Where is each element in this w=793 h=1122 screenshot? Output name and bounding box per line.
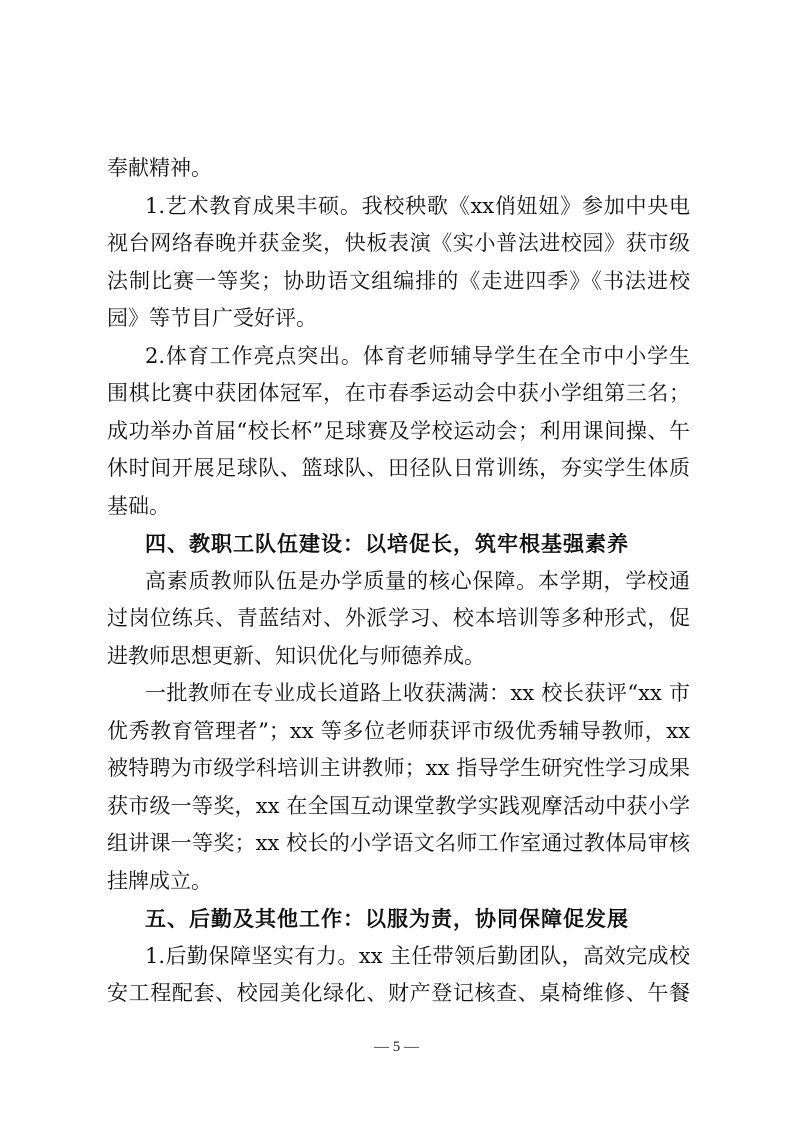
text-line: 法制比赛一等奖；协助语文组编排的《走进四季》《书法进校	[107, 268, 690, 293]
text-line: 优秀教育管理者”；xx 等多位老师获评市级优秀辅导教师，xx	[107, 718, 690, 743]
text-line: 奉献精神。	[107, 156, 212, 180]
page-number: — 5 —	[374, 1039, 419, 1055]
text-line: 获市级一等奖，xx 在全国互动课堂教学实践观摩活动中获小学	[107, 793, 690, 818]
text-line: 2.体育工作亮点突出。体育老师辅导学生在全市中小学生	[145, 343, 690, 368]
text-line: 园》等节目广受好评。	[107, 306, 317, 330]
text-line: 基础。	[107, 493, 170, 518]
text-line: 一批教师在专业成长道路上收获满满：xx 校长获评“xx 市	[145, 681, 690, 705]
text-line: 进教师思想更新、知识优化与师德养成。	[107, 643, 485, 668]
text-line: 1.艺术教育成果丰硕。我校秧歌《xx俏妞妞》参加中央电	[145, 193, 690, 218]
text-line: 过岗位练兵、青蓝结对、外派学习、校本培训等多种形式，促	[107, 606, 690, 630]
text-line: 挂牌成立。	[107, 868, 212, 893]
text-line: 安工程配套、校园美化绿化、财产登记核查、桌椅维修、午餐	[107, 981, 690, 1005]
text-line: 1.后勤保障坚实有力。xx 主任带领后勤团队，高效完成校	[145, 943, 690, 968]
text-line: 组讲课一等奖；xx 校长的小学语文名师工作室通过教体局审核	[107, 831, 690, 855]
section-heading: 五、后勤及其他工作：以服为责，协同保障促发展	[145, 906, 629, 931]
text-line: 被特聘为市级学科培训主讲教师；xx 指导学生研究性学习成果	[107, 756, 690, 780]
document-body	[107, 150, 690, 1013]
text-line: 高素质教师队伍是办学质量的核心保障。本学期，学校通	[145, 568, 690, 593]
section-heading: 四、教职工队伍建设：以培促长，筑牢根基强素养	[145, 531, 629, 556]
text-line: 休时间开展足球队、篮球队、田径队日常训练，夯实学生体质	[107, 456, 690, 480]
text-line: 围棋比赛中获团体冠军，在市春季运动会中获小学组第三名；	[107, 381, 690, 405]
text-line: 视台网络春晚并获金奖，快板表演《实小普法进校园》获市级	[107, 231, 690, 255]
text-line: 成功举办首届“校长杯”足球赛及学校运动会；利用课间操、午	[107, 418, 690, 443]
